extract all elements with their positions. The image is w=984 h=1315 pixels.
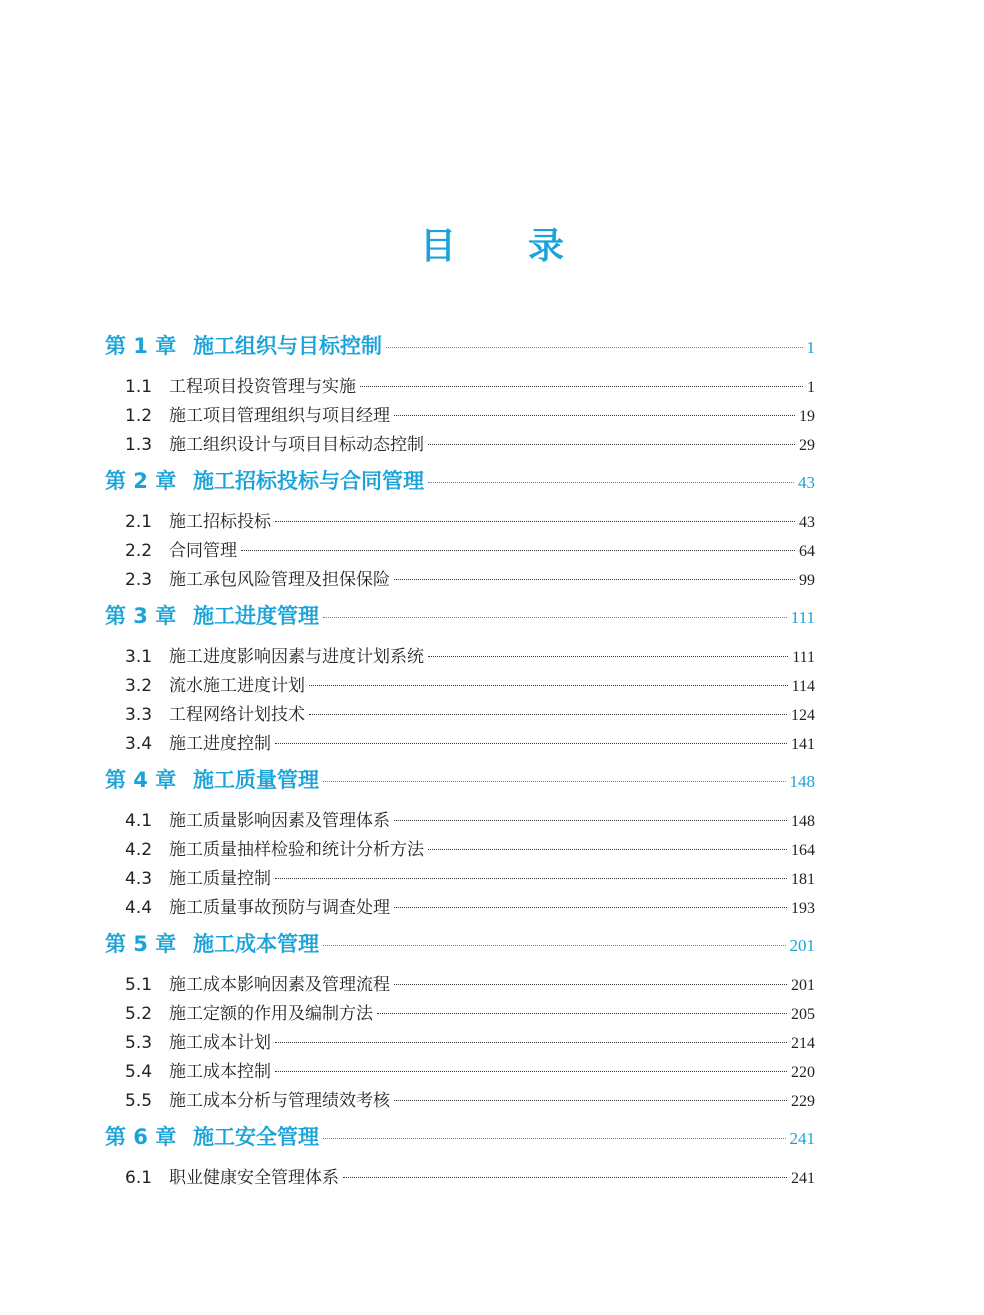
section-number: 3.4 xyxy=(125,734,153,754)
page-number: 181 xyxy=(791,871,815,888)
dot-leader xyxy=(275,521,795,522)
section-number: 5.2 xyxy=(125,1004,153,1024)
chapter-group xyxy=(105,1121,815,1192)
page-number: 1 xyxy=(806,338,815,357)
toc-section-entry[interactable] xyxy=(105,970,815,999)
section-title: 施工项目管理组织与项目经理 xyxy=(169,406,390,426)
section-number: 5.3 xyxy=(125,1033,153,1053)
toc-section-entry[interactable] xyxy=(105,1086,815,1115)
dot-leader xyxy=(428,656,788,657)
section-number: 5.1 xyxy=(125,975,153,995)
dot-leader xyxy=(275,743,787,744)
toc-section-entry[interactable] xyxy=(105,642,815,671)
toc-chapter-entry[interactable] xyxy=(105,600,815,642)
toc-section-entry[interactable] xyxy=(105,806,815,835)
section-number: 5.5 xyxy=(125,1091,153,1111)
chapter-number: 第 3 章 xyxy=(105,604,177,628)
page-title xyxy=(0,218,984,269)
toc-section-entry[interactable] xyxy=(105,401,815,430)
page-number: 111 xyxy=(792,649,815,666)
chapter-number: 第 6 章 xyxy=(105,1125,177,1149)
dot-leader xyxy=(309,714,787,715)
chapter-title: 施工招标投标与合同管理 xyxy=(193,469,424,493)
dot-leader xyxy=(323,945,786,946)
page-title-char-1: 目 xyxy=(419,226,456,267)
toc-section-entry[interactable] xyxy=(105,700,815,729)
page-number: 43 xyxy=(798,473,815,492)
page-number: 220 xyxy=(791,1064,815,1081)
chapter-title: 施工进度管理 xyxy=(193,604,319,628)
page-number: 164 xyxy=(791,842,815,859)
toc-section-entry[interactable] xyxy=(105,835,815,864)
table-of-contents xyxy=(105,330,815,1198)
page-number: 29 xyxy=(799,437,815,454)
toc-section-entry[interactable] xyxy=(105,999,815,1028)
section-number: 1.3 xyxy=(125,435,153,455)
dot-leader xyxy=(275,1042,787,1043)
dot-leader xyxy=(394,415,795,416)
chapter-group xyxy=(105,928,815,1115)
section-title: 施工质量抽样检验和统计分析方法 xyxy=(169,840,424,860)
section-title: 施工招标投标 xyxy=(169,512,271,532)
page-number: 114 xyxy=(791,678,815,695)
toc-chapter-entry[interactable] xyxy=(105,764,815,806)
toc-section-entry[interactable] xyxy=(105,671,815,700)
section-title: 施工成本控制 xyxy=(169,1062,271,1082)
section-title: 施工成本影响因素及管理流程 xyxy=(169,975,390,995)
section-title: 职业健康安全管理体系 xyxy=(169,1168,339,1188)
chapter-number: 第 4 章 xyxy=(105,768,177,792)
toc-chapter-entry[interactable] xyxy=(105,465,815,507)
section-number: 3.1 xyxy=(125,647,153,667)
page-number: 205 xyxy=(791,1006,815,1023)
section-title: 工程网络计划技术 xyxy=(169,705,305,725)
toc-section-entry[interactable] xyxy=(105,372,815,401)
page-number: 241 xyxy=(791,1170,815,1187)
dot-leader xyxy=(275,878,787,879)
dot-leader xyxy=(394,820,787,821)
page-number: 229 xyxy=(791,1093,815,1110)
page-number: 193 xyxy=(791,900,815,917)
section-number: 5.4 xyxy=(125,1062,153,1082)
section-number: 4.4 xyxy=(125,898,153,918)
chapter-title: 施工成本管理 xyxy=(193,932,319,956)
page-number: 1 xyxy=(807,379,815,396)
dot-leader xyxy=(323,781,786,782)
section-title: 施工进度影响因素与进度计划系统 xyxy=(169,647,424,667)
section-number: 3.2 xyxy=(125,676,153,696)
section-title: 施工质量控制 xyxy=(169,869,271,889)
section-number: 1.1 xyxy=(125,377,153,397)
section-title: 施工质量影响因素及管理体系 xyxy=(169,811,390,831)
page-number: 43 xyxy=(799,514,815,531)
section-title: 施工组织设计与项目目标动态控制 xyxy=(169,435,424,455)
page-number: 201 xyxy=(789,936,815,955)
page-number: 99 xyxy=(799,572,815,589)
section-number: 1.2 xyxy=(125,406,153,426)
chapter-group xyxy=(105,330,815,459)
chapter-title: 施工组织与目标控制 xyxy=(193,334,382,358)
toc-section-entry[interactable] xyxy=(105,565,815,594)
toc-chapter-entry[interactable] xyxy=(105,1121,815,1163)
dot-leader xyxy=(394,1100,787,1101)
page-title-char-2: 录 xyxy=(528,226,565,267)
dot-leader xyxy=(309,685,788,686)
dot-leader xyxy=(323,617,787,618)
chapter-group xyxy=(105,600,815,758)
dot-leader xyxy=(241,550,795,551)
section-number: 2.2 xyxy=(125,541,153,561)
page-number: 148 xyxy=(789,772,815,791)
page-number: 19 xyxy=(799,408,815,425)
toc-section-entry[interactable] xyxy=(105,893,815,922)
toc-section-entry[interactable] xyxy=(105,864,815,893)
section-number: 2.1 xyxy=(125,512,153,532)
toc-section-entry[interactable] xyxy=(105,507,815,536)
chapter-group xyxy=(105,764,815,922)
section-title: 施工成本计划 xyxy=(169,1033,271,1053)
toc-section-entry[interactable] xyxy=(105,1028,815,1057)
page-number: 201 xyxy=(791,977,815,994)
section-title: 施工定额的作用及编制方法 xyxy=(169,1004,373,1024)
chapter-title: 施工质量管理 xyxy=(193,768,319,792)
section-title: 合同管理 xyxy=(169,541,237,561)
section-number: 6.1 xyxy=(125,1168,153,1188)
chapter-number: 第 2 章 xyxy=(105,469,177,493)
page-number: 148 xyxy=(791,813,815,830)
section-title: 流水施工进度计划 xyxy=(169,676,305,696)
dot-leader xyxy=(394,984,787,985)
chapter-number: 第 1 章 xyxy=(105,334,177,358)
dot-leader xyxy=(343,1177,787,1178)
toc-section-entry[interactable] xyxy=(105,1057,815,1086)
toc-section-entry[interactable] xyxy=(105,536,815,565)
chapter-group xyxy=(105,465,815,594)
page-number: 241 xyxy=(789,1129,815,1148)
toc-section-entry[interactable] xyxy=(105,1163,815,1192)
dot-leader xyxy=(360,386,803,387)
chapter-title: 施工安全管理 xyxy=(193,1125,319,1149)
section-number: 3.3 xyxy=(125,705,153,725)
section-number: 4.1 xyxy=(125,811,153,831)
page-number: 214 xyxy=(791,1035,815,1052)
dot-leader xyxy=(377,1013,787,1014)
chapter-number: 第 5 章 xyxy=(105,932,177,956)
dot-leader xyxy=(386,347,803,348)
section-title: 施工承包风险管理及担保保险 xyxy=(169,570,390,590)
dot-leader xyxy=(428,482,794,483)
toc-section-entry[interactable] xyxy=(105,729,815,758)
toc-chapter-entry[interactable] xyxy=(105,330,815,372)
dot-leader xyxy=(275,1071,787,1072)
section-title: 施工成本分析与管理绩效考核 xyxy=(169,1091,390,1111)
dot-leader xyxy=(394,579,795,580)
section-number: 4.3 xyxy=(125,869,153,889)
section-title: 施工质量事故预防与调查处理 xyxy=(169,898,390,918)
section-title: 施工进度控制 xyxy=(169,734,271,754)
page-number: 64 xyxy=(799,543,815,560)
dot-leader xyxy=(394,907,787,908)
section-title: 工程项目投资管理与实施 xyxy=(169,377,356,397)
section-number: 4.2 xyxy=(125,840,153,860)
dot-leader xyxy=(428,849,787,850)
section-number: 2.3 xyxy=(125,570,153,590)
dot-leader xyxy=(323,1138,786,1139)
page-number: 141 xyxy=(791,736,815,753)
page-number: 124 xyxy=(791,707,815,724)
page-number: 111 xyxy=(790,608,815,627)
dot-leader xyxy=(428,444,795,445)
toc-section-entry[interactable] xyxy=(105,430,815,459)
toc-chapter-entry[interactable] xyxy=(105,928,815,970)
